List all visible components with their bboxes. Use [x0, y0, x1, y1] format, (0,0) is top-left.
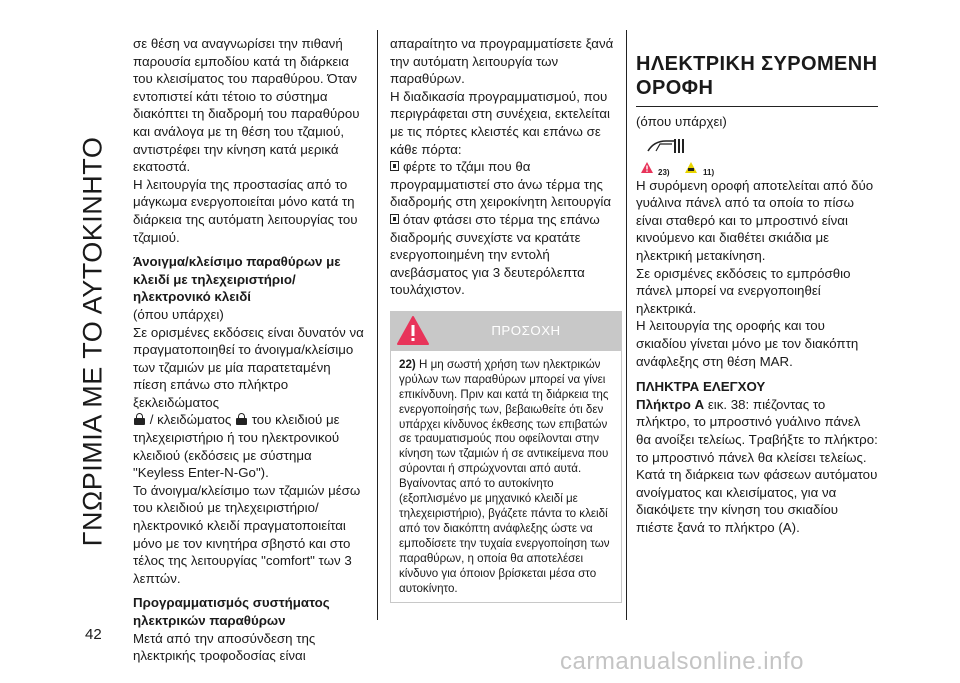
column-divider [377, 30, 378, 620]
bullet-icon [390, 214, 400, 225]
paragraph-with-icons [133, 411, 365, 481]
subheading: Άνοιγμα/κλείσιμο παραθύρων με κλειδί με τηλεχειριστήριο/ηλεκτρονικό κλειδί [133, 254, 341, 305]
reference-label: 11) [703, 167, 715, 177]
bullet-item [390, 211, 622, 299]
warning-body [390, 351, 622, 604]
paragraph: απαραίτητο να προγραμματίσετε ξανά την αυτόματη λειτουργία των παραθύρων. [390, 36, 614, 87]
bold-label: Πλήκτρο A [636, 396, 705, 412]
text-span: / κλειδώματος [149, 412, 232, 428]
warning-header [390, 311, 622, 351]
paragraph: (όπου υπάρχει) [133, 306, 224, 322]
paragraph: Η λειτουργία της οροφής και του σκιαδίου γίνεται μόνο με τον διακόπτη ανάφλεξης στη θέση MAR. [636, 318, 859, 369]
column-divider [626, 30, 627, 620]
warning-triangle-icon [396, 314, 430, 348]
bullet-text: φέρτε το τζάμι που θα προγραμματιστεί στο άνω τέρμα της διαδρομής στη χειροκίνητη λειτουργία [390, 159, 612, 210]
caution-small-icon [684, 161, 698, 174]
section-title: ΗΛΕΚΤΡΙΚΗ ΣΥΡΟΜΕΝΗ ΟΡΟΦΗ [636, 52, 878, 107]
text-span: του κλειδιού με τηλεχειριστήριο ή του ηλεκτρονικού κλειδιού (εκδόσεις με σύστημα "Keyless Enter-N-Go"). [133, 412, 340, 481]
column-3 [636, 52, 878, 536]
paragraph: Η συρόμενη οροφή αποτελείται από δύο γυάλινα πάνελ από τα οποία το πίσω είναι σταθερό και το μπροστινό είναι κινούμενο και διαθέτει σκιάδια με ηλεκτρική μετακίνηση. [636, 177, 874, 263]
warning-number: 22) [399, 357, 416, 371]
warning-small-icon [640, 161, 654, 174]
unlock-icon [134, 413, 145, 425]
warning-title: ΠΡΟΣΟΧΗ [491, 322, 561, 338]
bullet-item [390, 158, 622, 211]
subheading: ΠΛΗΚΤΡΑ ΕΛΕΓΧΟΥ [636, 379, 766, 395]
paragraph: σε θέση να αναγνωρίσει την πιθανή παρουσία εμποδίου κατά τη διάρκεια του κλεισίματος του παραθύρου. Όταν εντοπιστεί κάτι τέτοιο το σύστημα διακόπτει τη διαδρομή του παραθύρου και ανάλογα με τη θέση του τζαμιού, αντιστρέφει την κίνηση κατά μερικά εκατοστά. [133, 36, 360, 175]
column-1 [133, 35, 365, 665]
paragraph [636, 396, 878, 537]
paragraph: Σε ορισμένες εκδόσεις είναι δυνατόν να πραγματοποιηθεί το άνοιγμα/κλείσιμο των τζαμιών με μία παρατεταμένη πίεση επάνω στο πλήκτρο ξεκλειδώματος [133, 324, 364, 410]
sunroof-icon [646, 137, 686, 157]
subheading: Προγραμματισμός συστήματος ηλεκτρικών παραθύρων [133, 595, 330, 628]
text-span: εικ. 38: πιέζοντας το πλήκτρο, το μπροστινό γυάλινο πάνελ θα ανοίξει τελείως. Τραβήξτε το πλήκτρο: το μπροστινό πάνελ θα κλείσει τελείως. Κατά τη διάρκεια των φάσεων αυτόματου ανοίγματος και κλεισίματος, για να διακόψετε την κίνηση του σκιαδίου πιέστε ξανά το πλήκτρο (A). [636, 396, 878, 535]
page-number: 42 [85, 626, 102, 643]
side-title-text: ΓΝΩΡΙΜΙΑ ΜΕ ΤΟ ΑΥΤΟΚΙΝΗΤΟ [77, 136, 108, 547]
bullet-text: όταν φτάσει στο τέρμα της επάνω διαδρομής συνεχίστε να κρατάτε ενεργοποιημένη την εντολή ανεβάσματος για 3 δευτερόλεπτα τουλάχιστον. [390, 211, 600, 298]
bullet-icon [390, 161, 400, 172]
paragraph: (όπου υπάρχει) [636, 114, 727, 129]
lock-icon [236, 413, 247, 425]
icon-row [636, 137, 878, 177]
paragraph: Το άνοιγμα/κλείσιμο των τζαμιών μέσω του κλειδιού με τηλεχειριστήριο/ηλεκτρονικό κλειδί πραγματοποιείται μόνο με τον κινητήρα σβηστό και στο τέλος της λειτουργίας "comfort" των 3 λεπτών. [133, 482, 361, 586]
column-2 [390, 35, 622, 603]
watermark: carmanualsonline.info [560, 648, 804, 675]
side-chapter-title [64, 0, 122, 683]
reference-label: 23) [658, 167, 670, 177]
warning-text: Η μη σωστή χρήση των ηλεκτρικών γρύλων των παραθύρων μπορεί να γίνει επικίνδυνη. Πριν και κατά τη διάρκεια της ενεργοποίησής των, βεβαιωθείτε ότι δεν υπάρχει κίνδυνος έκθεσης των επιβατών σε τραυματισμούς που οφείλονται στην κίνηση των τζαμιών ή σε αντικείμενα που σύρονται ή σπρώχνονται από αυτά. Βγαίνοντας από το αυτοκίνητο (εξοπλισμένο με μηχανικό κλειδί με τηλεχειριστήριο), βγάζετε πάντα το κλειδί από τον διακόπτη ανάφλεξης ώστε να εμποδίσετε την τυχαία ενεργοποίηση των παραθύρων, η οποία θα αποτελέσει κίνδυνο για όποιον βρίσκεται μέσα στο αυτοκίνητο. [399, 357, 610, 595]
paragraph: Μετά από την αποσύνδεση της ηλεκτρικής τροφοδοσίας είναι [133, 630, 316, 664]
paragraph: Σε ορισμένες εκδόσεις το εμπρόσθιο πάνελ μπορεί να ενεργοποιηθεί ηλεκτρικά. [636, 265, 851, 316]
paragraph: Η διαδικασία προγραμματισμού, που περιγράφεται στη συνέχεια, εκτελείται με τις πόρτες κλειστές και επάνω σε κάθε πόρτα: [390, 88, 611, 157]
warning-box [390, 311, 622, 604]
paragraph: Η λειτουργία της προστασίας από το μάγκωμα ενεργοποιείται μόνο κατά τη διάρκεια της αυτόματη λειτουργίας του τζαμιού. [133, 176, 358, 245]
